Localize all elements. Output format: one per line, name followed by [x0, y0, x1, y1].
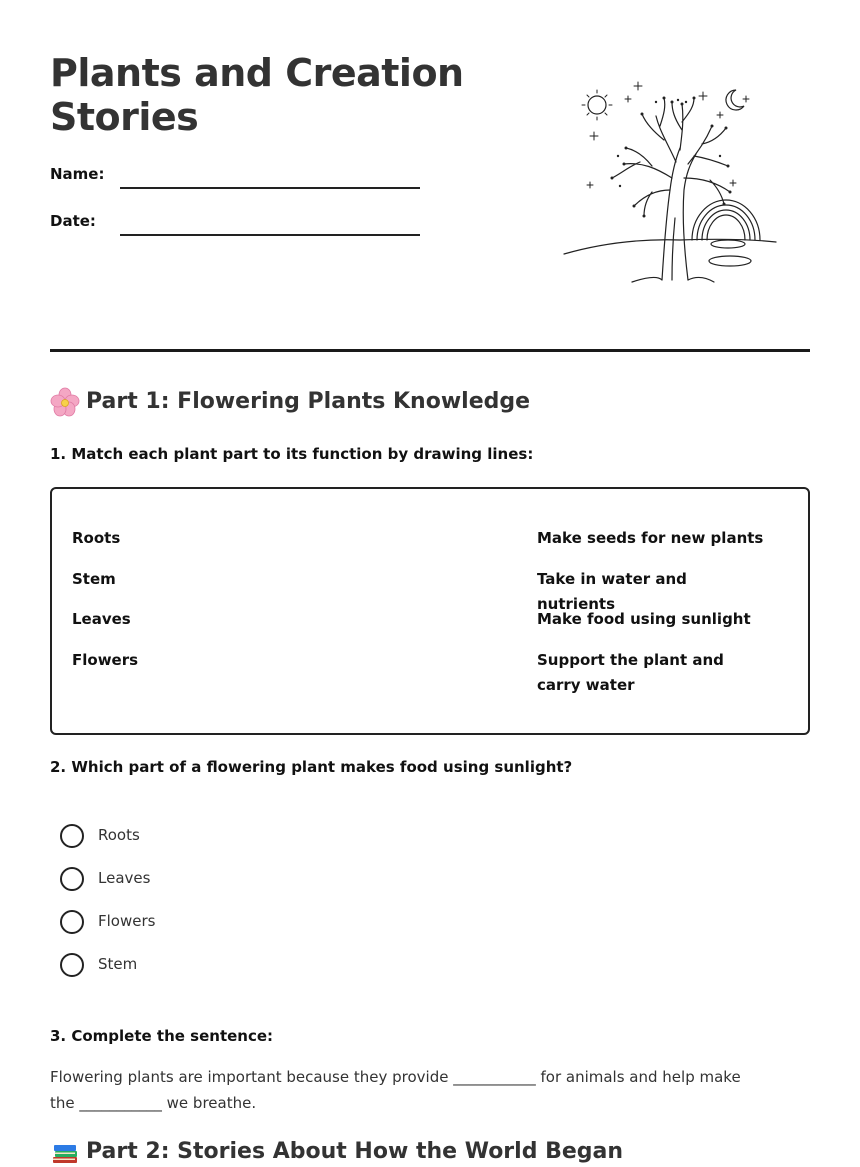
function-take-in-water[interactable]: Take in water and nutrients	[537, 570, 687, 613]
option-label: Stem	[98, 955, 138, 973]
plant-part-flowers[interactable]: Flowers	[72, 651, 139, 669]
tree-with-sun-moon-rainbow-icon	[560, 78, 780, 288]
date-field[interactable]	[120, 234, 420, 236]
part2-heading	[50, 1137, 623, 1167]
plant-part-leaves[interactable]: Leaves	[72, 610, 131, 628]
radio-button[interactable]	[60, 910, 84, 934]
matching-box	[50, 487, 810, 735]
function-support-plant[interactable]: Support the plant and carry water	[537, 651, 724, 694]
part1-heading	[50, 387, 530, 417]
section-divider	[50, 349, 810, 352]
flower-icon	[50, 387, 80, 417]
function-make-food[interactable]: Make food using sunlight	[537, 610, 751, 628]
name-label: Name:	[50, 165, 105, 183]
radio-button[interactable]	[60, 953, 84, 977]
page-title: Plants and Creation Stories	[50, 51, 464, 139]
books-icon	[50, 1137, 80, 1167]
plant-part-stem[interactable]: Stem	[72, 570, 116, 588]
question-2-text: 2. Which part of a flowering plant makes food using sunlight?	[50, 758, 573, 776]
radio-button[interactable]	[60, 824, 84, 848]
option-label: Flowers	[98, 912, 156, 930]
question-3-text: 3. Complete the sentence:	[50, 1027, 274, 1045]
function-make-seeds[interactable]: Make seeds for new plants	[537, 529, 764, 547]
fill-in-sentence: Flowering plants are important because they provide ___________ for animals and help make the ___________ we breathe.	[50, 1068, 741, 1112]
date-label: Date:	[50, 212, 96, 230]
part1-title: Part 1: Flowering Plants Knowledge	[86, 389, 531, 414]
plant-part-roots[interactable]: Roots	[72, 529, 121, 547]
question-1-text: 1. Match each plant part to its function by drawing lines:	[50, 445, 534, 463]
radio-button[interactable]	[60, 867, 84, 891]
option-label: Leaves	[98, 869, 151, 887]
part2-title: Part 2: Stories About How the World Began	[86, 1139, 624, 1164]
name-field[interactable]	[120, 187, 420, 189]
option-label: Roots	[98, 826, 140, 844]
